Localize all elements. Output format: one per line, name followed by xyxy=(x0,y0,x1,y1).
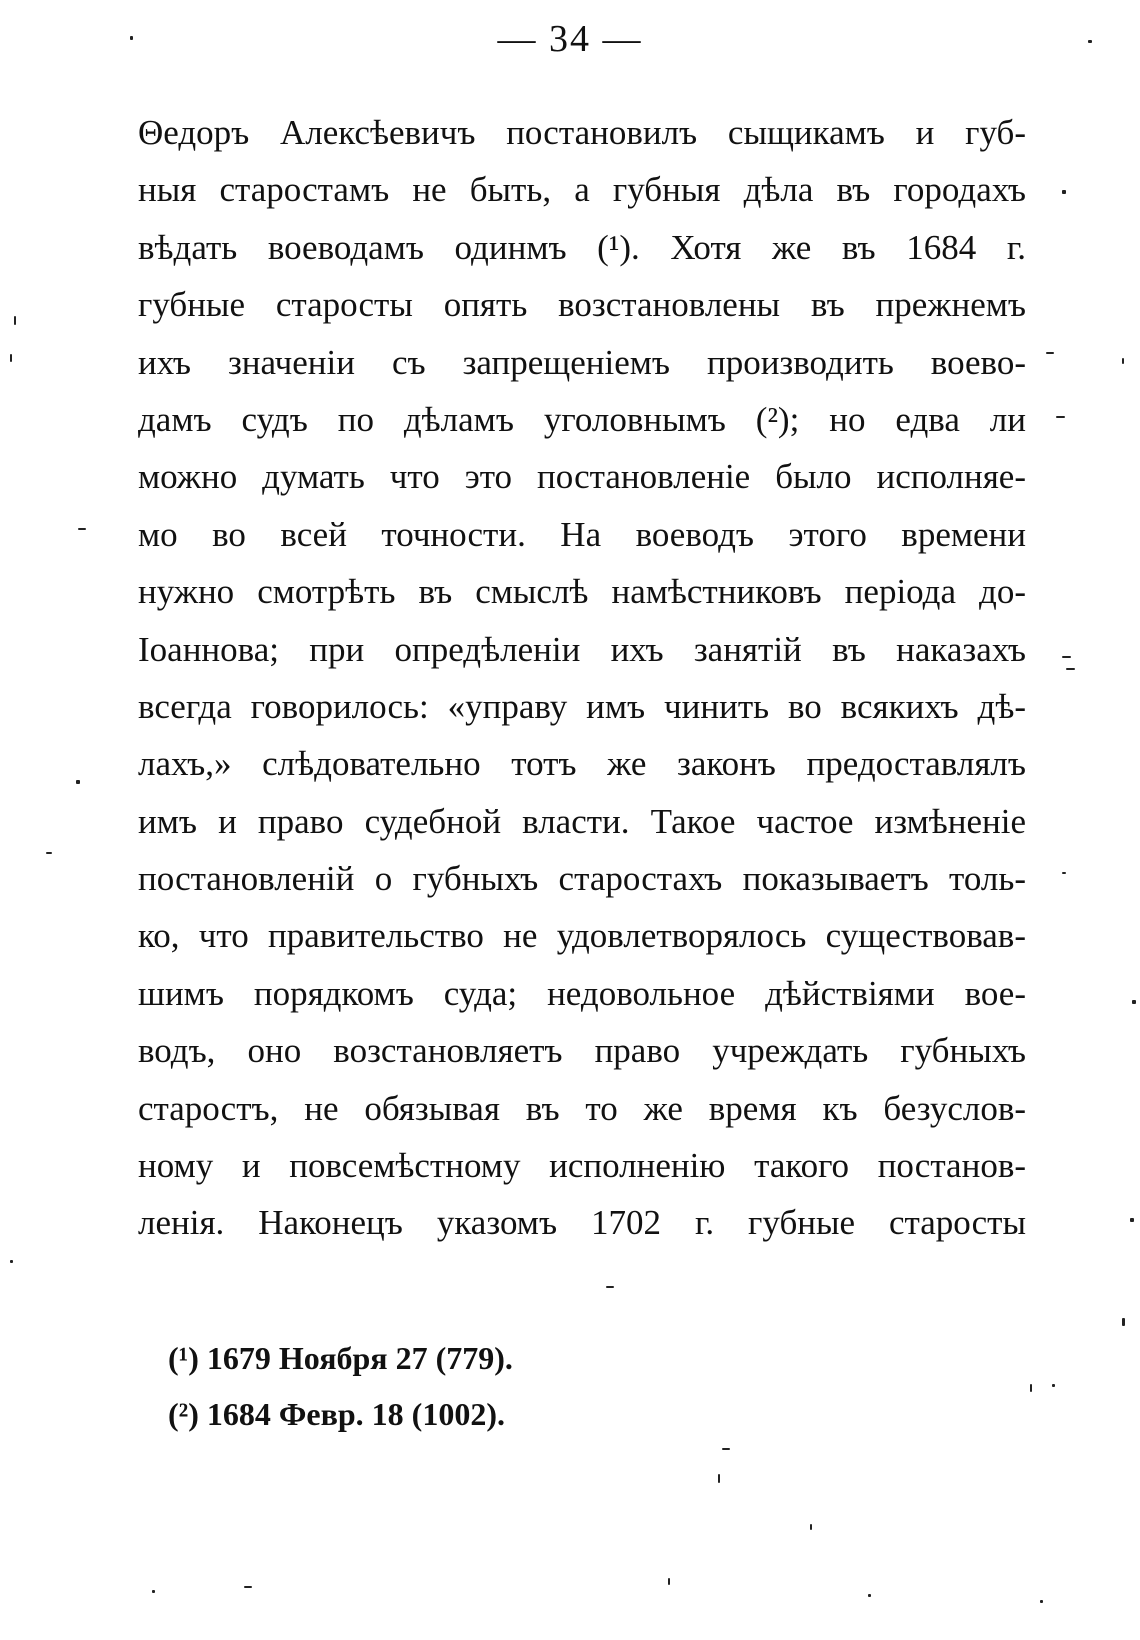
text-line: можно думать что это постановленіе было исполняе- xyxy=(138,457,1026,497)
text-line: вѣдать воеводамъ одинмъ (¹). Хотя же въ 1684 г. xyxy=(138,227,1026,267)
body-text xyxy=(138,104,1026,1252)
text-line: губные старосты опять возстановлены въ прежнемъ xyxy=(138,285,1026,325)
scan-speck xyxy=(14,316,16,325)
scan-speck xyxy=(1066,668,1075,670)
scan-speck xyxy=(810,1524,812,1530)
text-line: ныя старостамъ не быть, а губныя дѣла въ городахъ xyxy=(138,170,1026,210)
scan-speck xyxy=(1062,656,1071,658)
text-line: дамъ судъ по дѣламъ уголовнымъ (²); но едва ли xyxy=(138,399,1026,439)
scan-speck xyxy=(10,354,12,362)
text-line: всегда говорилось: «управу имъ чинить во всякихъ дѣ- xyxy=(138,686,1026,726)
text-line: ному и повсемѣстному исполненію такого постанов- xyxy=(138,1146,1026,1186)
scan-speck xyxy=(606,1286,614,1288)
scan-speck xyxy=(244,1586,252,1588)
footnote-2: (²) 1684 Февр. 18 (1002). xyxy=(168,1396,505,1432)
scan-speck xyxy=(1088,40,1092,43)
text-line: Θедоръ Алексѣевичъ постановилъ сыщикамъ и губ- xyxy=(138,113,1026,152)
text-line: ко, что правительство не удовлетворялось существовав- xyxy=(138,916,1026,956)
text-line: имъ и право судебной власти. Такое частое измѣненіе xyxy=(138,801,1026,841)
scan-speck xyxy=(1122,1318,1125,1326)
text-line: лахъ,» слѣдовательно тотъ же законъ предоставлялъ xyxy=(138,744,1026,784)
text-line: шимъ порядкомъ суда; недовольное дѣйствіями вое- xyxy=(138,973,1026,1013)
text-line: водъ, оно возстановляетъ право учреждать губныхъ xyxy=(138,1031,1026,1071)
text-line: мо во всей точности. На воеводъ этого времени xyxy=(138,514,1026,554)
text-line: постановленій о губныхъ старостахъ показываетъ толь- xyxy=(138,859,1026,899)
scan-speck xyxy=(1040,1600,1043,1603)
text-line: ихъ значеніи съ запрещеніемъ производить воево- xyxy=(138,342,1026,382)
scan-speck xyxy=(668,1578,670,1585)
scan-speck xyxy=(722,1448,730,1450)
text-line: нужно смотрѣть въ смыслѣ намѣстниковъ періода до- xyxy=(138,572,1026,612)
scan-speck xyxy=(130,36,133,40)
scan-speck xyxy=(1052,1384,1055,1387)
scan-speck xyxy=(1130,1218,1134,1222)
scan-speck xyxy=(152,1590,155,1593)
scan-speck xyxy=(78,528,86,530)
scan-speck xyxy=(1030,1384,1032,1392)
scan-speck xyxy=(76,780,80,784)
text-line: ленія. Наконецъ указомъ 1702 г. губные старосты xyxy=(138,1203,1026,1243)
scan-speck xyxy=(1132,1000,1136,1004)
scan-speck xyxy=(1122,358,1124,364)
scan-speck xyxy=(1062,872,1066,874)
scan-speck xyxy=(868,1594,871,1597)
scan-speck xyxy=(1046,352,1054,354)
scan-speck xyxy=(1062,190,1066,194)
footnote-1: (¹) 1679 Ноября 27 (779). xyxy=(168,1340,513,1376)
scan-speck xyxy=(718,1474,720,1483)
scan-speck xyxy=(10,1260,13,1263)
text-line: старостъ, не обязывая въ то же время къ безуслов- xyxy=(138,1088,1026,1128)
scan-speck xyxy=(1056,416,1065,418)
text-line: Іоаннова; при опредѣленіи ихъ занятій въ наказахъ xyxy=(138,629,1026,669)
scan-speck xyxy=(46,852,52,854)
page-number: — 34 — xyxy=(497,18,643,60)
footnotes xyxy=(168,1330,768,1442)
